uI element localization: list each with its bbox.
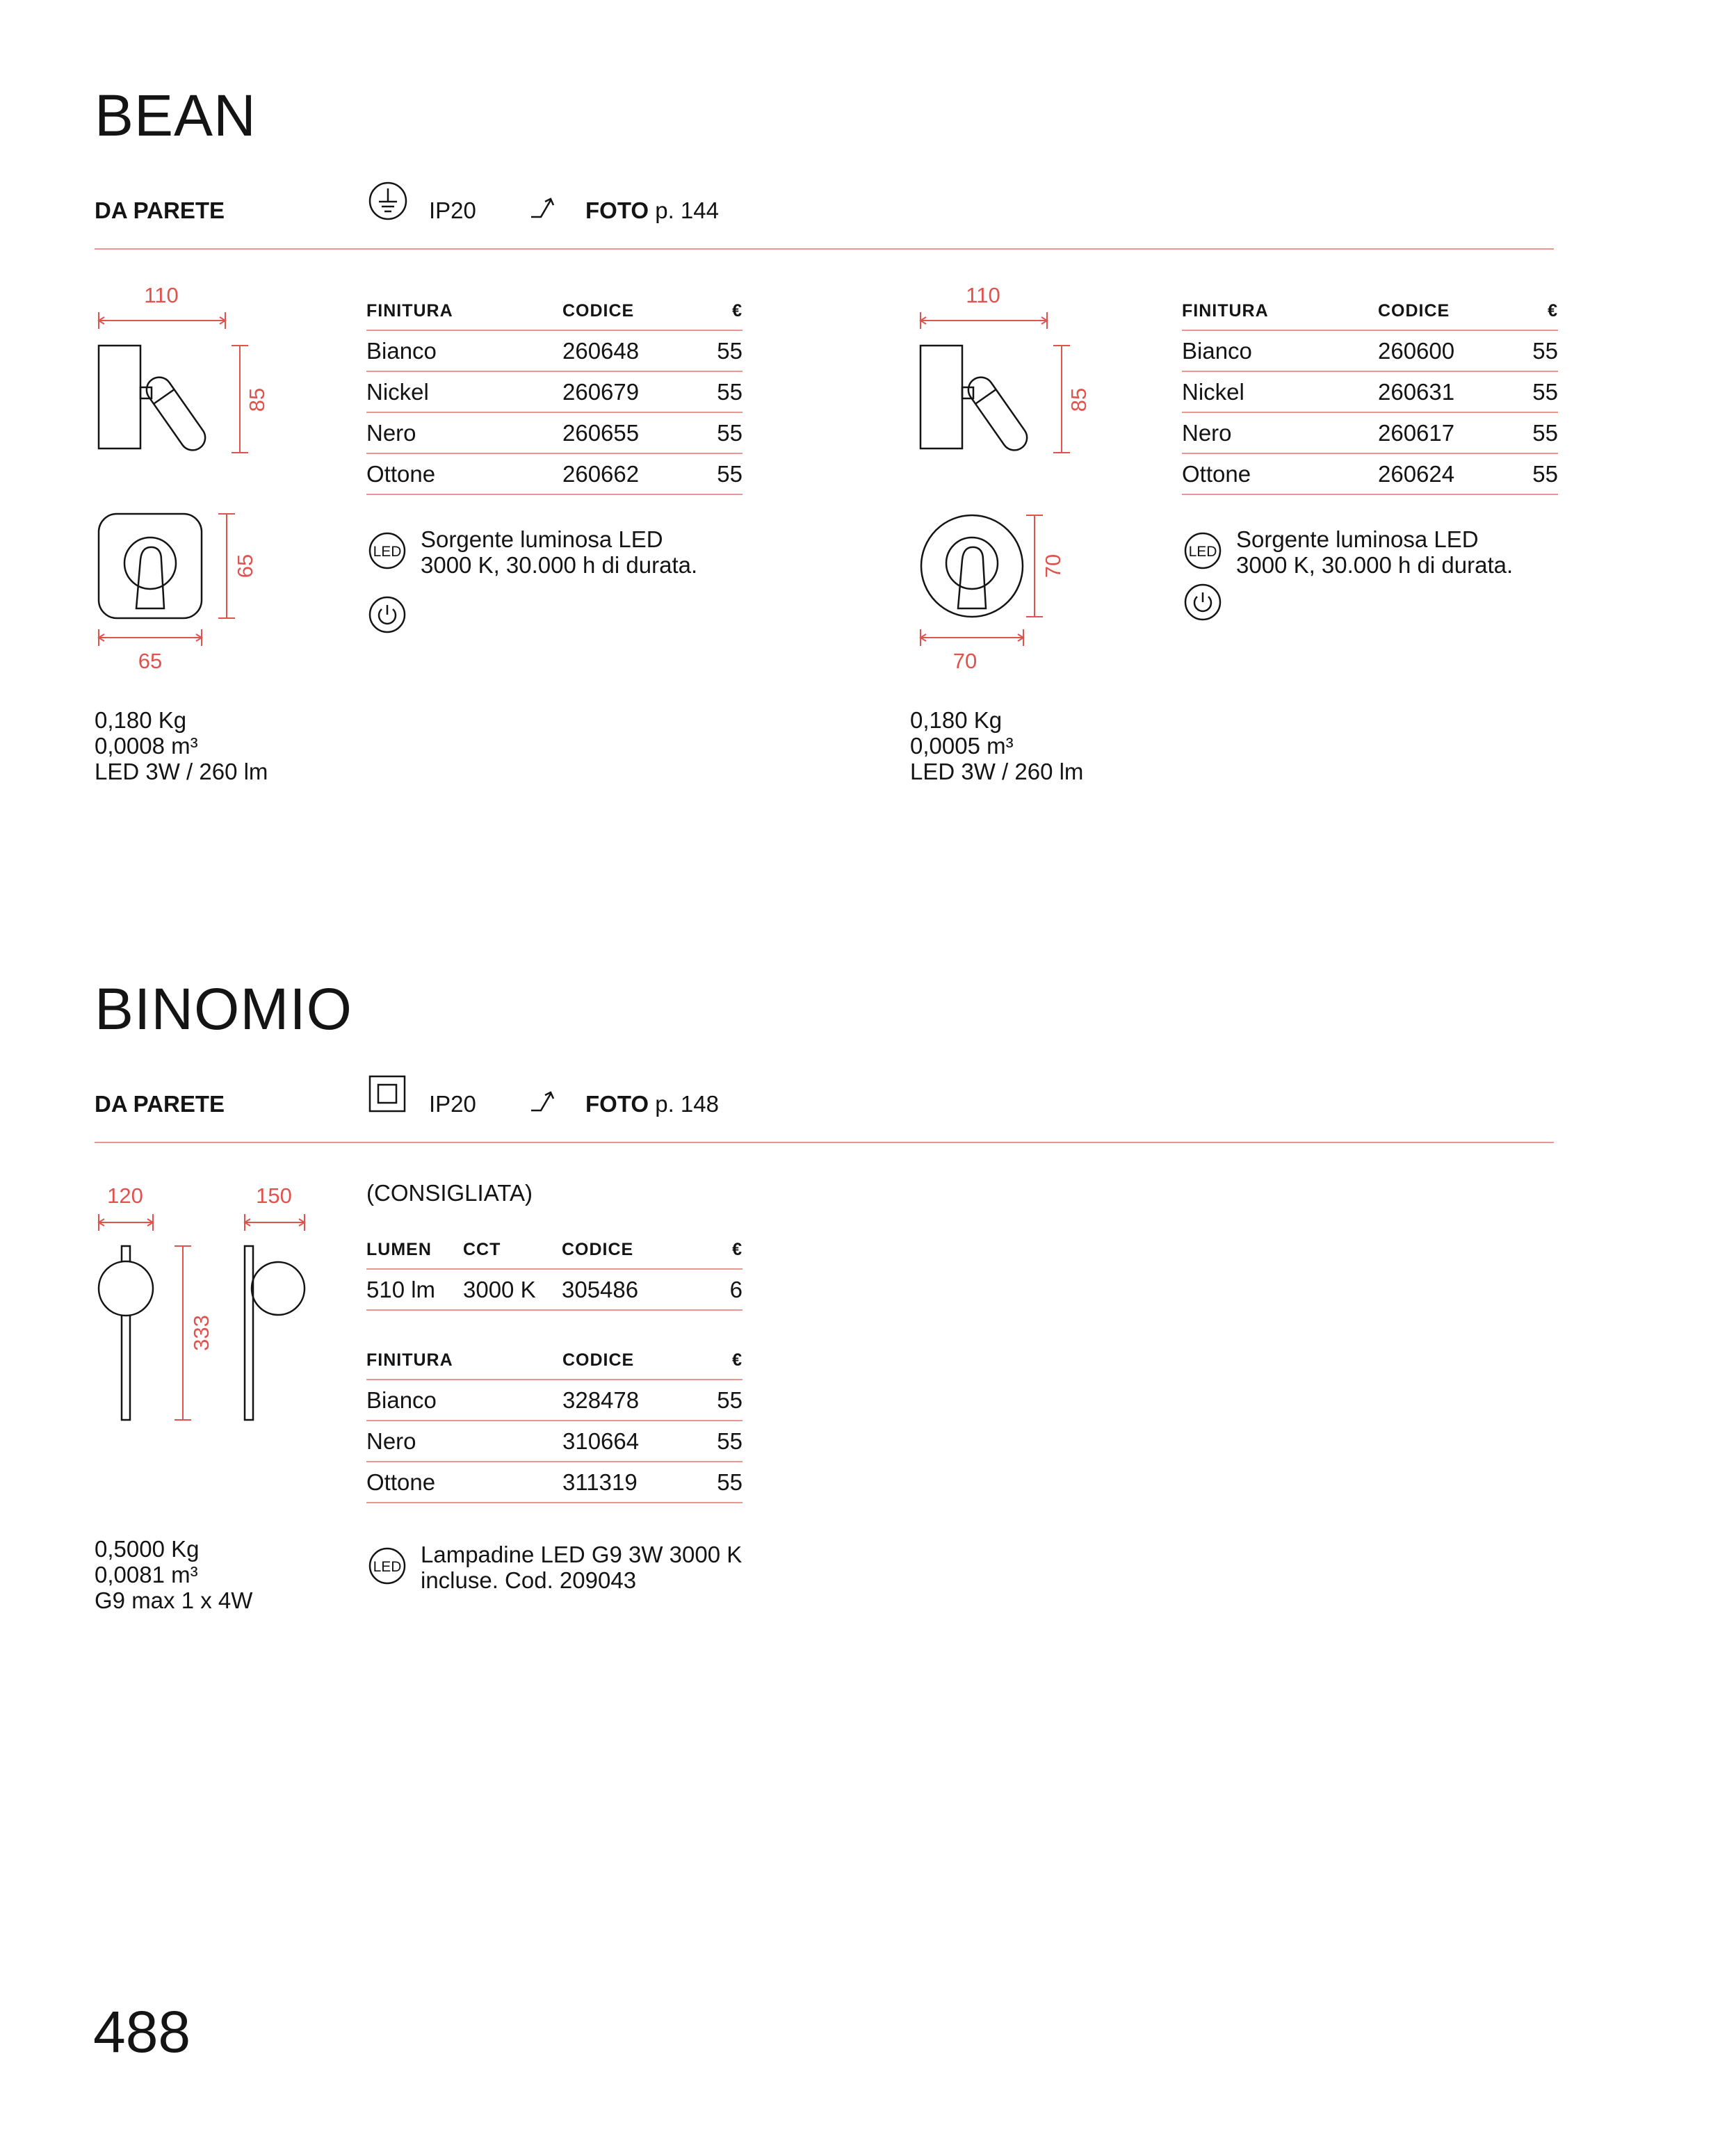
dimension-plate-height: 70 — [1041, 553, 1065, 579]
led-icon-text: LED — [1188, 544, 1217, 560]
table-row — [366, 330, 743, 371]
column-header-finish: FINITURA — [366, 1341, 562, 1380]
column-header-price: € — [698, 1341, 743, 1380]
table-header-row — [1182, 292, 1558, 330]
column-header-cct: CCT — [463, 1231, 562, 1269]
cct-cell: 3000 K — [463, 1269, 562, 1310]
table-row — [1182, 371, 1558, 412]
dimension-width-front: 120 — [107, 1183, 143, 1208]
table-header-row — [366, 292, 743, 330]
price-cell: 55 — [698, 371, 743, 412]
led-icon-text: LED — [373, 1559, 402, 1575]
code-cell: 260600 — [1378, 330, 1514, 371]
photo-label: FOTO — [585, 1091, 649, 1117]
code-cell: 311319 — [562, 1462, 698, 1503]
dimension-width: 110 — [966, 283, 1000, 307]
code-cell: 260655 — [562, 412, 698, 453]
dimension-height: 333 — [189, 1315, 213, 1351]
bean-square-specs: 0,180 Kg 0,0008 m³ LED 3W / 260 lm — [95, 707, 268, 784]
dimension-plate-height: 65 — [233, 553, 257, 579]
table-row — [366, 371, 743, 412]
recommended-lamp-label: (CONSIGLIATA) — [366, 1180, 533, 1206]
bean-round-specs: 0,180 Kg 0,0005 m³ LED 3W / 260 lm — [910, 707, 1084, 784]
section-divider — [95, 248, 1554, 250]
table-header-row — [366, 1341, 743, 1380]
column-header-finish: FINITURA — [1182, 292, 1378, 330]
photo-page: p. 144 — [655, 197, 719, 223]
code-cell: 260624 — [1378, 453, 1514, 494]
column-header-lumen: LUMEN — [366, 1231, 463, 1269]
table-row — [366, 453, 743, 494]
finish-cell: Nero — [366, 412, 562, 453]
price-cell: 55 — [1514, 371, 1558, 412]
bean-square-technical-drawing — [90, 282, 269, 673]
ip-rating-binomio: IP20 — [429, 1091, 476, 1117]
code-cell: 260617 — [1378, 412, 1514, 453]
table-row — [1182, 330, 1558, 371]
code-cell: 260631 — [1378, 371, 1514, 412]
mount-type-binomio: DA PARETE — [95, 1091, 225, 1117]
photo-arrow-icon — [530, 196, 560, 221]
table-row — [1182, 453, 1558, 494]
binomio-lamp-table — [366, 1231, 743, 1311]
table-row — [366, 1380, 743, 1421]
table-row — [1182, 412, 1558, 453]
led-icon — [368, 1546, 407, 1585]
photo-arrow-icon — [530, 1090, 560, 1115]
column-header-code: CODICE — [562, 1341, 698, 1380]
led-icon — [1183, 531, 1222, 570]
price-cell: 55 — [1514, 412, 1558, 453]
lumen-cell: 510 lm — [366, 1269, 463, 1310]
price-cell: 55 — [698, 412, 743, 453]
double-insulation-icon — [368, 1074, 407, 1113]
bean-square-finish-table — [366, 292, 743, 495]
photo-page: p. 148 — [655, 1091, 719, 1117]
column-header-code: CODICE — [562, 292, 698, 330]
finish-cell: Bianco — [1182, 330, 1378, 371]
dimension-width: 110 — [144, 283, 179, 307]
code-cell: 260648 — [562, 330, 698, 371]
bean-round-light-source-note: Sorgente luminosa LED 3000 K, 30.000 h di durata. — [1236, 526, 1514, 578]
power-switch-icon — [1183, 583, 1222, 622]
finish-cell: Nero — [366, 1421, 562, 1462]
table-row — [366, 1421, 743, 1462]
page-number: 488 — [93, 1999, 191, 2064]
column-header-price: € — [698, 292, 743, 330]
dimension-width-side: 150 — [256, 1183, 292, 1208]
bean-round-technical-drawing — [912, 282, 1091, 673]
dimension-plate-width: 65 — [138, 649, 163, 673]
photo-label: FOTO — [585, 197, 649, 223]
finish-cell: Bianco — [366, 1380, 562, 1421]
bean-square-light-source-note: Sorgente luminosa LED 3000 K, 30.000 h di durata. — [421, 526, 698, 578]
earth-ground-icon — [368, 181, 408, 221]
code-cell: 305486 — [562, 1269, 698, 1310]
column-header-code: CODICE — [562, 1231, 698, 1269]
code-cell: 260679 — [562, 371, 698, 412]
binomio-finish-table — [366, 1341, 743, 1503]
led-icon-text: LED — [373, 544, 402, 560]
column-header-code: CODICE — [1378, 292, 1514, 330]
price-cell: 55 — [698, 1380, 743, 1421]
price-cell: 55 — [1514, 330, 1558, 371]
power-switch-icon — [368, 595, 407, 634]
price-cell: 55 — [698, 1421, 743, 1462]
photo-reference-binomio[interactable] — [585, 1091, 719, 1117]
bean-round-finish-table — [1182, 292, 1558, 495]
product-title-binomio: BINOMIO — [95, 976, 353, 1042]
finish-cell: Nickel — [1182, 371, 1378, 412]
mount-type-bean: DA PARETE — [95, 197, 225, 223]
price-cell: 6 — [698, 1269, 743, 1310]
led-icon — [368, 531, 407, 570]
finish-cell: Ottone — [366, 1462, 562, 1503]
dimension-height: 85 — [1066, 387, 1091, 412]
finish-cell: Nero — [1182, 412, 1378, 453]
column-header-finish: FINITURA — [366, 292, 562, 330]
binomio-lamp-note: Lampadine LED G9 3W 3000 K incluse. Cod. 209043 — [421, 1542, 743, 1593]
column-header-price: € — [698, 1231, 743, 1269]
dimension-plate-width: 70 — [952, 649, 977, 673]
binomio-technical-drawing — [90, 1175, 327, 1425]
price-cell: 55 — [698, 330, 743, 371]
table-row — [366, 1269, 743, 1310]
ip-rating-bean: IP20 — [429, 197, 476, 223]
table-row — [366, 412, 743, 453]
dimension-height: 85 — [245, 387, 269, 412]
code-cell: 310664 — [562, 1421, 698, 1462]
column-header-price: € — [1514, 292, 1558, 330]
product-title-bean: BEAN — [95, 83, 257, 148]
finish-cell: Bianco — [366, 330, 562, 371]
binomio-specs: 0,5000 Kg 0,0081 m³ G9 max 1 x 4W — [95, 1536, 253, 1613]
finish-cell: Nickel — [366, 371, 562, 412]
table-row — [366, 1462, 743, 1503]
price-cell: 55 — [698, 453, 743, 494]
price-cell: 55 — [1514, 453, 1558, 494]
code-cell: 328478 — [562, 1380, 698, 1421]
finish-cell: Ottone — [1182, 453, 1378, 494]
price-cell: 55 — [698, 1462, 743, 1503]
finish-cell: Ottone — [366, 453, 562, 494]
photo-reference-bean[interactable] — [585, 197, 719, 224]
code-cell: 260662 — [562, 453, 698, 494]
section-divider — [95, 1142, 1554, 1143]
table-header-row — [366, 1231, 743, 1269]
